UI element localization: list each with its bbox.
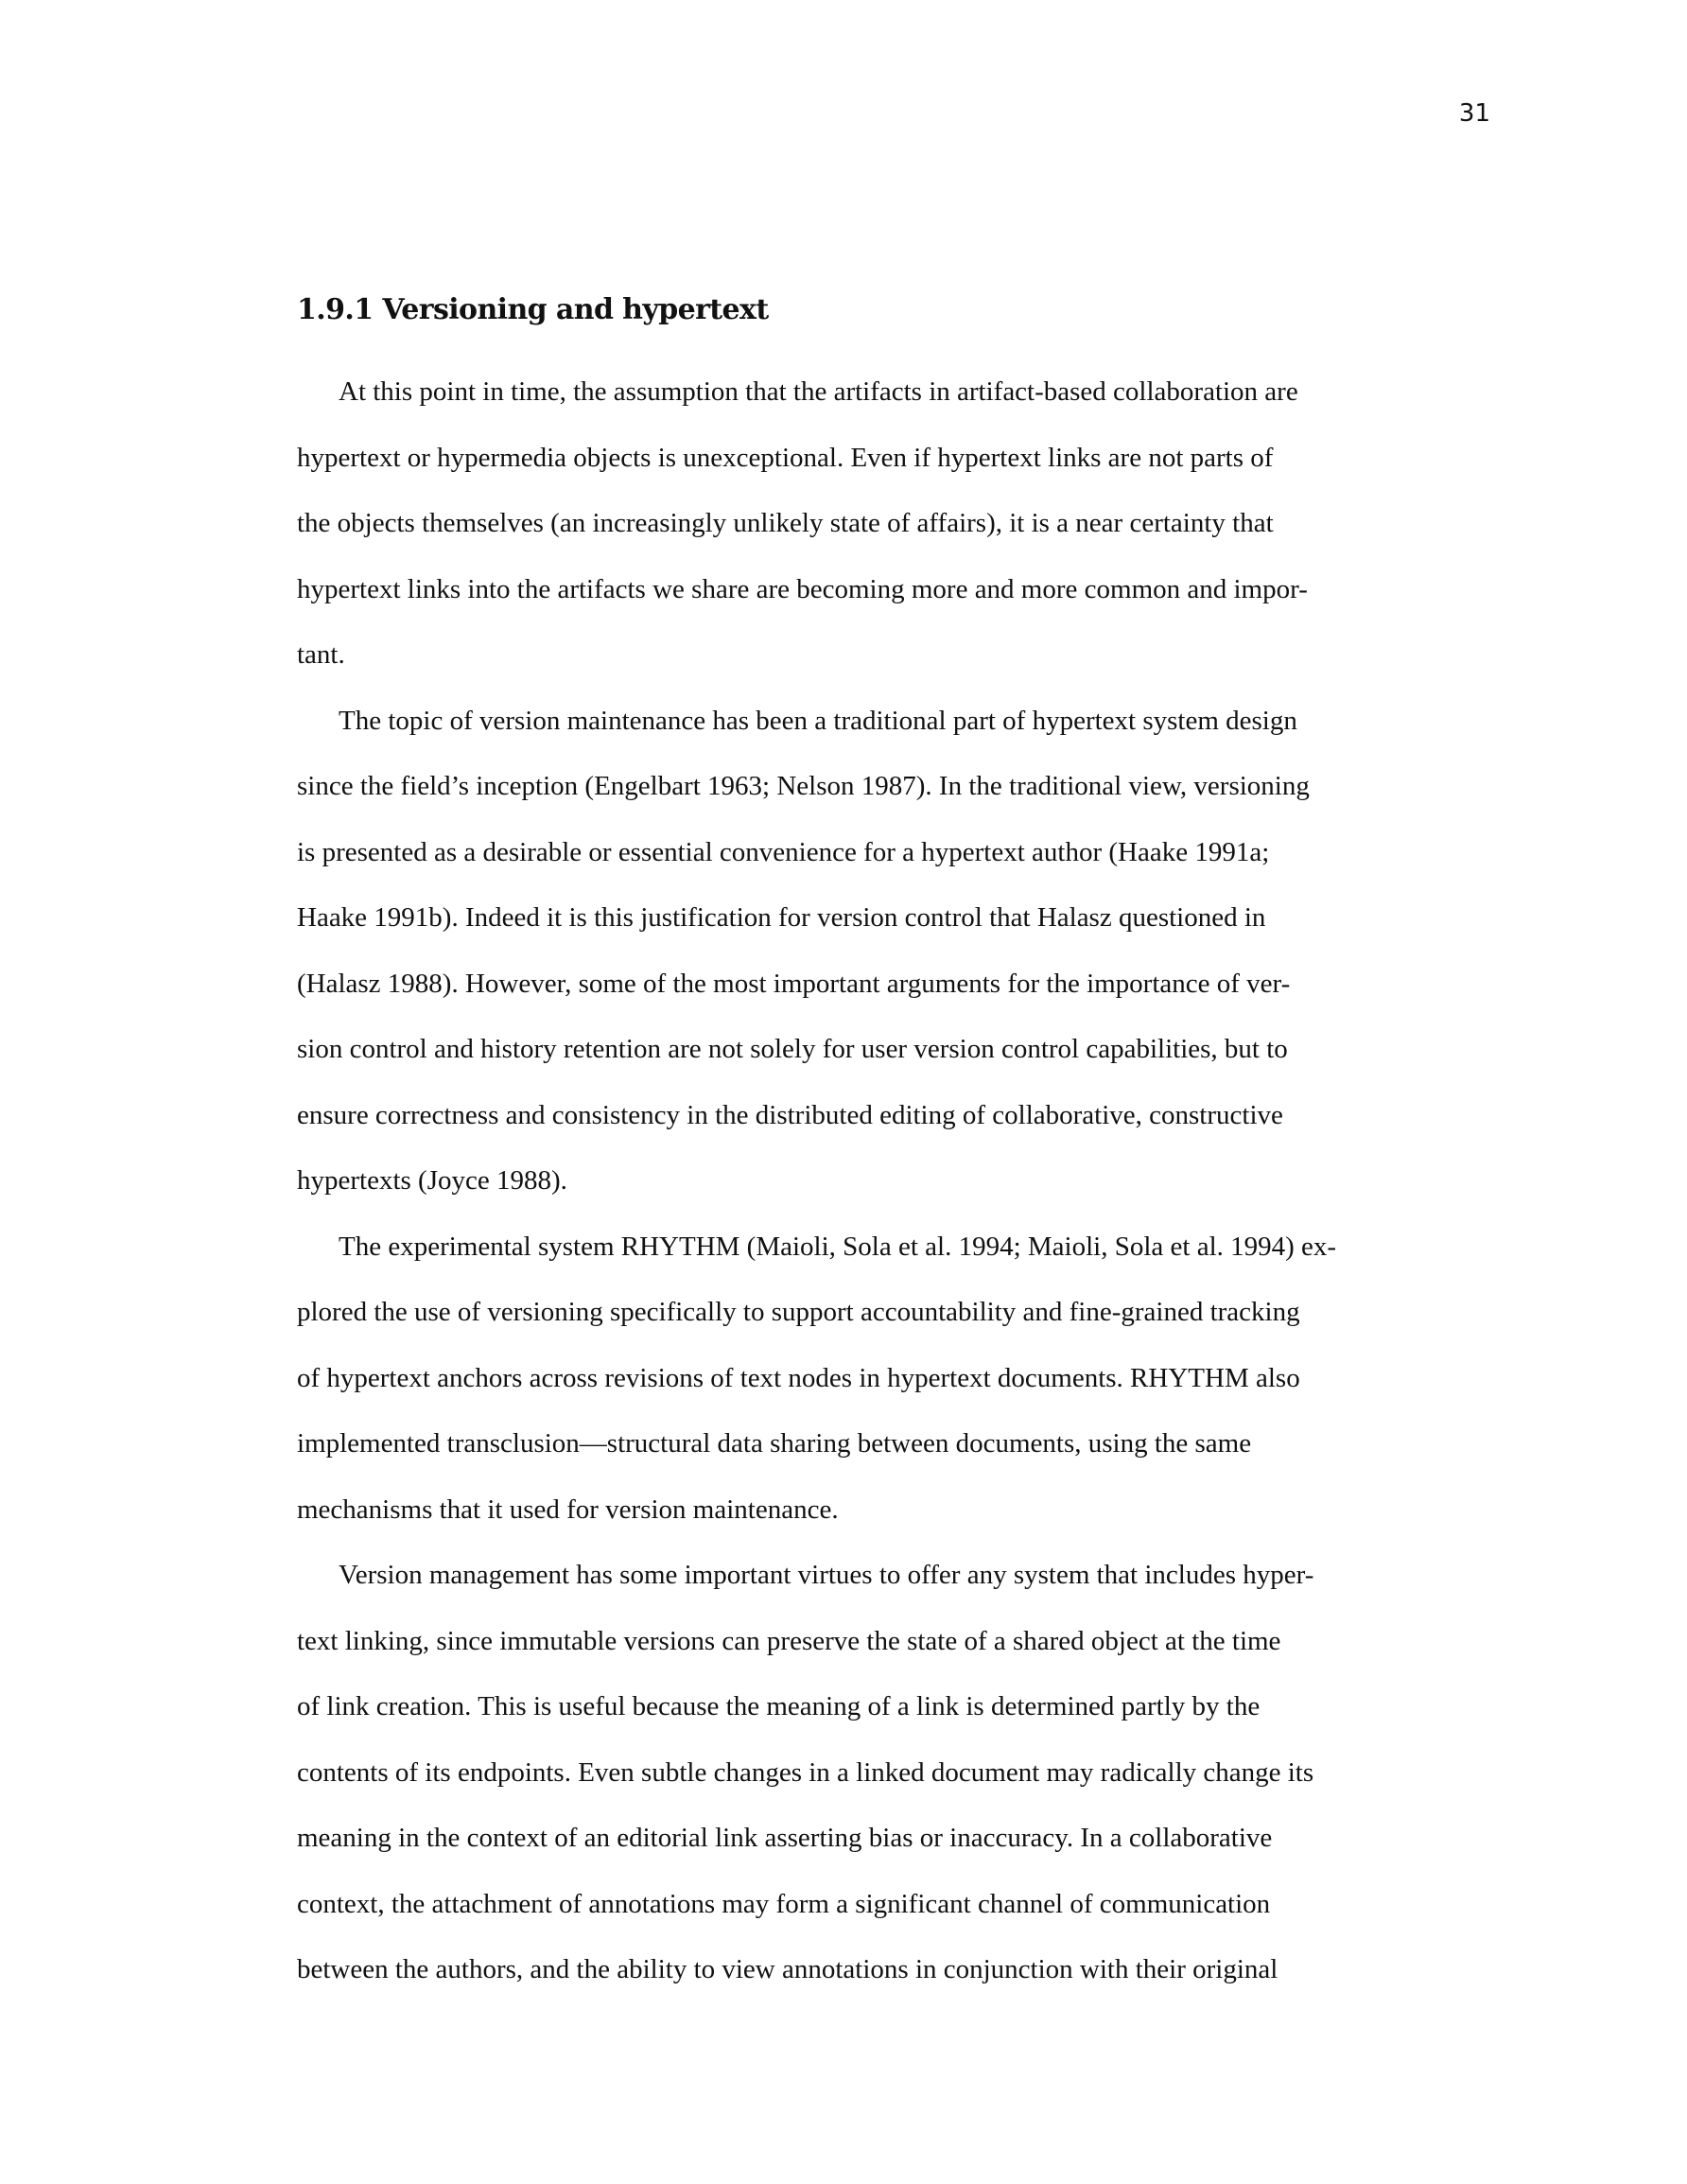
text-line: the objects themselves (an increasingly unlikely state of affairs), it is a near certainty that xyxy=(297,508,1274,538)
text-line: of hypertext anchors across revisions of text nodes in hypertext documents. RHYTHM also xyxy=(297,1362,1300,1393)
paragraph xyxy=(297,1214,1479,1544)
text-line: tant. xyxy=(297,639,345,670)
text-line: meaning in the context of an editorial link asserting bias or inaccuracy. In a collaborative xyxy=(297,1823,1273,1853)
text-line: hypertext links into the artifacts we share are becoming more and more common and impor- xyxy=(297,573,1308,604)
text-line: The topic of version maintenance has been a traditional part of hypertext system design xyxy=(339,705,1297,736)
text-line: sion control and history retention are not solely for user version control capabilities, but to xyxy=(297,1034,1288,1064)
text-line: of link creation. This is useful because the meaning of a link is determined partly by the xyxy=(297,1691,1261,1721)
text-line: context, the attachment of annotations may form a significant channel of communication xyxy=(297,1888,1271,1919)
text-line: text linking, since immutable versions can preserve the state of a shared object at the time xyxy=(297,1625,1281,1656)
text-line: (Halasz 1988). However, some of the most important arguments for the importance of ver- xyxy=(297,968,1291,999)
text-line: hypertexts (Joyce 1988). xyxy=(297,1165,567,1196)
text-line: At this point in time, the assumption that the artifacts in artifact-based collaboration are xyxy=(339,376,1298,407)
text-line: implemented transclusion—structural data sharing between documents, using the same xyxy=(297,1428,1252,1459)
body-text xyxy=(297,359,1479,2003)
text-line: between the authors, and the ability to view annotations in conjunction with their original xyxy=(297,1954,1278,1984)
text-line: ensure correctness and consistency in the distributed editing of collaborative, constructive xyxy=(297,1099,1283,1130)
paragraph xyxy=(297,1543,1479,2003)
text-line: mechanisms that it used for version maintenance. xyxy=(297,1494,839,1525)
text-line: plored the use of versioning specifically to support accountability and fine-grained tracking xyxy=(297,1297,1300,1327)
text-line: since the field’s inception (Engelbart 1963; Nelson 1987). In the traditional view, versioning xyxy=(297,771,1310,801)
text-line: contents of its endpoints. Even subtle changes in a linked document may radically change its xyxy=(297,1756,1314,1788)
section-heading: 1.9.1 Versioning and hypertext xyxy=(297,293,769,326)
text-line: is presented as a desirable or essential convenience for a hypertext author (Haake 1991a; xyxy=(297,836,1270,867)
text-line: hypertext or hypermedia objects is unexceptional. Even if hypertext links are not parts of xyxy=(297,442,1274,473)
text-line: Version management has some important virtues to offer any system that includes hyper- xyxy=(339,1560,1314,1590)
paragraph xyxy=(297,359,1479,689)
page-number: 31 xyxy=(1458,99,1490,128)
text-line: The experimental system RHYTHM (Maioli, Sola et al. 1994; Maioli, Sola et al. 1994) ex- xyxy=(339,1231,1337,1262)
paragraph xyxy=(297,689,1479,1214)
text-line: Haake 1991b). Indeed it is this justification for version control that Halasz questioned in xyxy=(297,902,1266,933)
